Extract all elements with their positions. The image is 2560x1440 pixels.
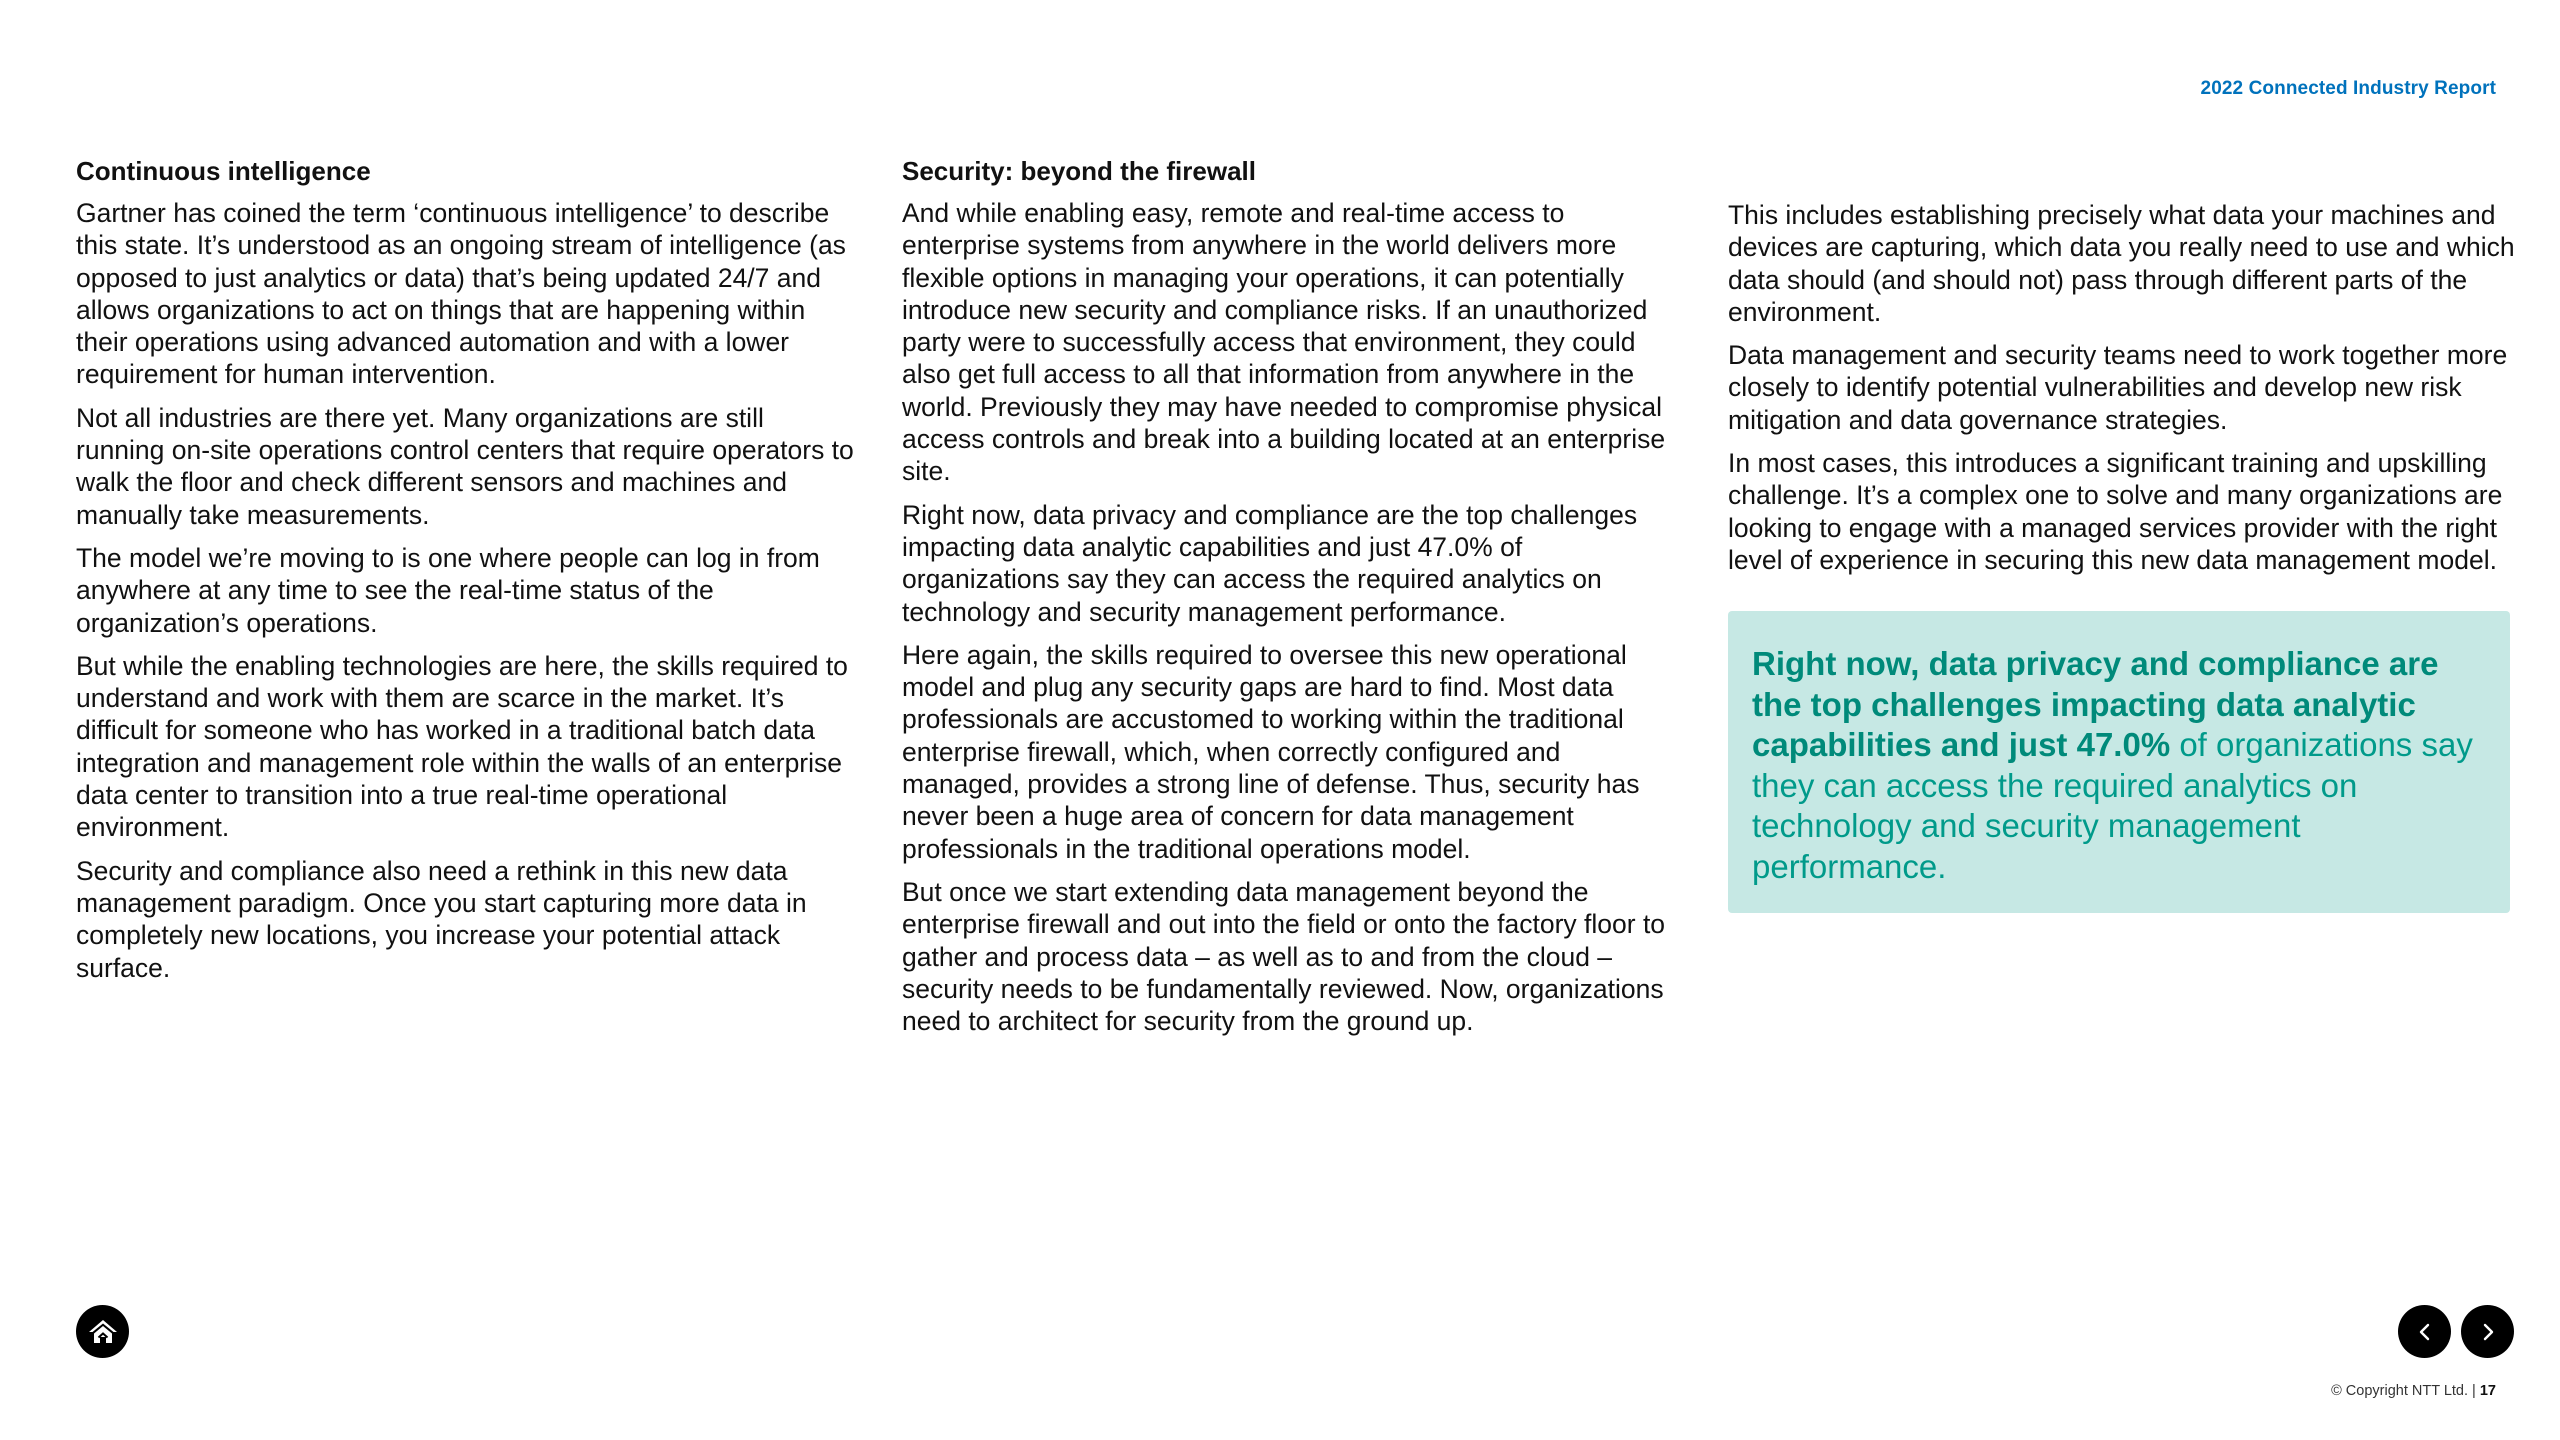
section-heading: Continuous intelligence bbox=[76, 156, 371, 186]
next-page-button[interactable] bbox=[2461, 1305, 2514, 1358]
body-paragraph: In most cases, this introduces a significant training and upskilling challenge. It’s a complex one to solve and many organizations are looking to engage with a managed services provider with the right level of experience in securing this new data management model. bbox=[1728, 448, 2503, 575]
body-paragraph: Data management and security teams need to work together more closely to identify potential vulnerabilities and develop new risk mitigation and data governance strategies. bbox=[1728, 340, 2508, 435]
body-paragraph: But once we start extending data management beyond the enterprise firewall and out into the field or onto the factory floor to gather and process data – as well as to and from the cloud – security needs to be fundamentally reviewed. Now, organizations need to architect for security from the ground up. bbox=[902, 876, 1666, 1037]
copyright-text: © Copyright NTT Ltd. | bbox=[2331, 1383, 2480, 1399]
body-paragraph: Right now, data privacy and compliance are the top challenges impacting data analytic capabilities and just 47.0% of organizations say they can access the required analytics on technology and security management performance. bbox=[902, 499, 1638, 627]
body-paragraph: Gartner has coined the term ‘continuous intelligence’ to describe this state. It’s understood as an ongoing stream of intelligence (as opposed to just analytics or data) that’s being updated 24/7 and allows organizations to act on things that are happening within their operations using advanced automation and with a lower requirement for human intervention. bbox=[76, 198, 846, 390]
home-button[interactable] bbox=[76, 1305, 129, 1358]
section-heading: Security: beyond the firewall bbox=[902, 156, 1256, 186]
report-title: 2022 Connected Industry Report bbox=[2200, 78, 2496, 99]
callout-highlight: Right now, data privacy and compliance are the top challenges impacting data analytic capabilities and just 47.0% bbox=[1752, 645, 2439, 764]
body-paragraph: Here again, the skills required to oversee this new operational model and plug any security gaps are hard to find. Most data professionals are accustomed to working within the traditional enterprise firewall, which, when correctly configured and managed, provides a strong line of defense. Thus, security has never been a huge area of concern for data management professionals in the traditional operations model. bbox=[902, 639, 1640, 864]
page-number: 17 bbox=[2479, 1383, 2496, 1399]
column-security-beyond-firewall bbox=[902, 155, 1682, 1048]
body-paragraph: This includes establishing precisely what data your machines and devices are capturing, which data you really need to use and which data should (and should not) pass through different parts of the environment. bbox=[1728, 200, 2515, 327]
column-continuous-intelligence bbox=[76, 155, 856, 995]
previous-page-button[interactable] bbox=[2398, 1305, 2451, 1358]
callout-text: of organizations say they can access the required analytics on technology and security management performance. bbox=[1752, 726, 2473, 885]
body-paragraph: The model we’re moving to is one where people can log in from anywhere at any time to see the real-time status of the organization’s operations. bbox=[76, 542, 820, 638]
column-data-management bbox=[1728, 155, 2518, 913]
chevron-left-icon bbox=[2414, 1321, 2436, 1343]
body-paragraph: But while the enabling technologies are here, the skills required to understand and work with them are scarce in the market. It’s difficult for someone who has worked in a traditional batch data integration and management role within the walls of an enterprise data center to transition into a true real-time operational environment. bbox=[76, 650, 848, 843]
page-footer bbox=[2331, 1383, 2496, 1399]
chevron-right-icon bbox=[2477, 1321, 2499, 1343]
body-paragraph: And while enabling easy, remote and real-time access to enterprise systems from anywhere in the world delivers more flexible options in managing your operations, it can potentially introduce new security and compliance risks. If an unauthorized party were to successfully access that environment, they could also get full access to all that information from anywhere in the world. Previously they may have needed to compromise physical access controls and break into a building located at an enterprise site. bbox=[902, 198, 1666, 487]
body-paragraph: Security and compliance also need a rethink in this new data management paradigm. Once you start capturing more data in completely new locations, you increase your potential attack surface. bbox=[76, 855, 807, 983]
body-paragraph: Not all industries are there yet. Many organizations are still running on-site operations control centers that require operators to walk the floor and check different sensors and machines and manually take measurements. bbox=[76, 402, 854, 530]
home-icon bbox=[86, 1315, 120, 1349]
pull-quote-callout bbox=[1728, 611, 2510, 913]
